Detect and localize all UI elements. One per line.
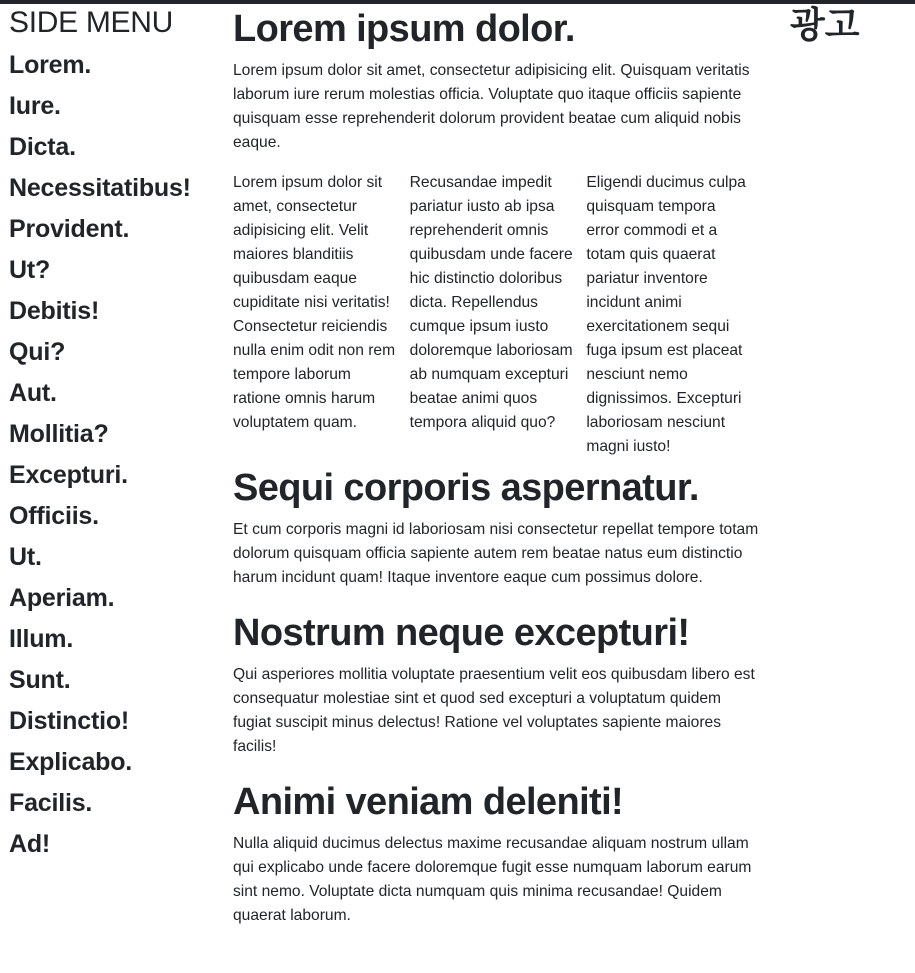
side-menu-item[interactable]: Aut. <box>9 379 57 407</box>
side-menu <box>9 6 224 865</box>
side-menu-item[interactable]: Distinctio! <box>9 707 130 735</box>
section-body: Lorem ipsum dolor sit amet, consectetur adipisicing elit. Quisquam veritatis laborum iure rerum molestias officia. Voluptate quo itaque officiis sapiente quisquam esse reprehenderit dolorum provident beatae cum aliquid nobis eaque. <box>233 62 750 151</box>
section-heading: Sequi corporis aspernatur. <box>233 467 699 509</box>
ad-label: 광고 <box>790 5 860 46</box>
section-lorem <box>233 6 763 459</box>
side-menu-item[interactable]: Qui? <box>9 338 66 366</box>
side-menu-item[interactable]: Mollitia? <box>9 420 109 448</box>
side-menu-item[interactable]: Facilis. <box>9 789 93 817</box>
column-2 <box>410 171 587 459</box>
section-heading: Lorem ipsum dolor. <box>233 8 575 50</box>
side-menu-item[interactable]: Necessitatibus! <box>9 174 191 202</box>
side-menu-item[interactable]: Dicta. <box>9 133 76 161</box>
section-body: Et cum corporis magni id laboriosam nisi consectetur repellat tempore totam dolorum quisquam officia sapiente autem rem beatae natus eum distinctio harum incidunt quam! Itaque inventore eaque cum possimus dolore. <box>233 521 759 586</box>
three-columns <box>233 171 763 459</box>
top-border <box>0 0 915 4</box>
column-1 <box>233 171 410 459</box>
section-heading: Nostrum neque excepturi! <box>233 612 690 654</box>
column-3 <box>586 171 763 459</box>
section-body: Qui asperiores mollitia voluptate praesentium velit eos quibusdam libero est consequatur molestiae sint et quod sed excepturi a voluptatum quidem fugiat suscipit minus delectus! Ratione vel voluptates sapiente maiores facilis! <box>233 666 755 755</box>
side-menu-item[interactable]: Ut. <box>9 543 42 571</box>
column-text: Lorem ipsum dolor sit amet, consectetur adipisicing elit. Velit maiores blanditiis quibusdam eaque cupiditate nisi veritatis! Consectetur reiciendis nulla enim odit non rem tempore laborum ratione omnis harum voluptatem quam. <box>233 174 396 431</box>
side-menu-item[interactable]: Excepturi. <box>9 461 128 489</box>
side-menu-item[interactable]: Lorem. <box>9 51 92 79</box>
section-body: Nulla aliquid ducimus delectus maxime recusandae aliquam nostrum ullam qui explicabo unde facere doloremque fugit esse numquam laborum earum sint nemo. Voluptate dicta numquam quis minima recusandae! Quidem quaerat laborum. <box>233 835 752 924</box>
section-heading: Animi veniam deleniti! <box>233 781 624 823</box>
side-menu-item[interactable]: Debitis! <box>9 297 100 325</box>
section-sequi <box>233 465 763 590</box>
side-menu-item[interactable]: Iure. <box>9 92 61 120</box>
side-menu-item[interactable]: Sunt. <box>9 666 71 694</box>
side-menu-item[interactable]: Ut? <box>9 256 51 284</box>
column-text: Recusandae impedit pariatur iusto ab ipsa reprehenderit omnis quibusdam unde facere hic distinctio doloribus dicta. Repellendus cumque ipsum iusto doloremque laboriosam ab numquam excepturi beatae animi quos tempora aliquid quo? <box>409 174 573 431</box>
side-menu-item[interactable]: Ad! <box>9 830 51 858</box>
column-text: Eligendi ducimus culpa quisquam tempora error commodi et a totam quis quaerat pariatur inventore incidunt animi exercitationem sequi fuga ipsum est placeat nesciunt nemo dignissimos. Excepturi laboriosam nesciunt magni iusto! <box>586 174 746 455</box>
main-content <box>233 6 763 928</box>
side-menu-item[interactable]: Aperiam. <box>9 584 115 612</box>
side-menu-item[interactable]: Provident. <box>9 215 130 243</box>
section-nostrum <box>233 610 763 759</box>
side-menu-item[interactable]: Illum. <box>9 625 74 653</box>
side-menu-title: SIDE MENU <box>9 6 173 39</box>
side-menu-item[interactable]: Officiis. <box>9 502 99 530</box>
section-animi <box>233 779 763 928</box>
side-menu-item[interactable]: Explicabo. <box>9 748 133 776</box>
